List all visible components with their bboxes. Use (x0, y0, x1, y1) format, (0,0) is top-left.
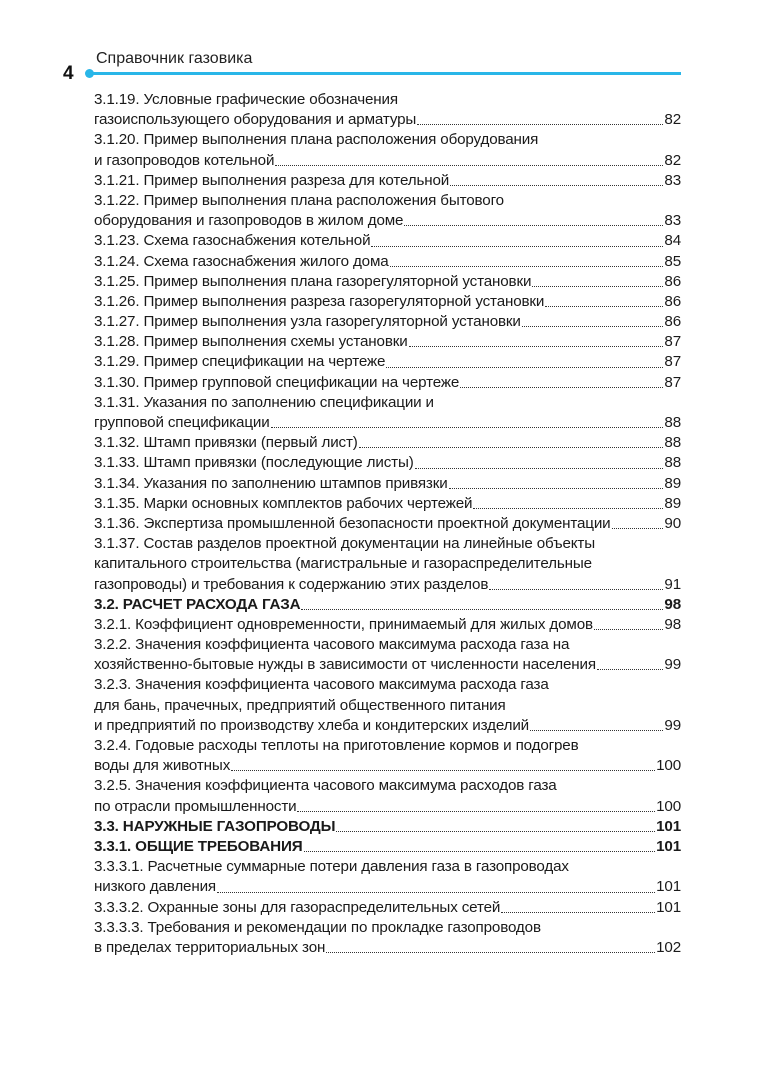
toc-entry-line (94, 675, 681, 695)
toc-entry[interactable] (94, 474, 681, 494)
toc-dot-leader (417, 110, 663, 130)
toc-entry-line (94, 837, 681, 857)
toc-dot-leader (275, 151, 663, 171)
toc-entry[interactable] (94, 231, 681, 251)
toc-entry-line (94, 776, 681, 796)
toc-entry-line (94, 635, 681, 655)
toc-dot-leader (304, 837, 656, 857)
toc-entry-line (94, 393, 681, 413)
toc-entry-line (94, 312, 681, 332)
toc-dot-leader (460, 373, 663, 393)
toc-entry-title: 3.2. РАСЧЕТ РАСХОДА ГАЗА (94, 595, 301, 613)
toc-entry-line (94, 433, 681, 453)
toc-page-number: 84 (664, 232, 681, 250)
toc-entry-line (94, 716, 681, 736)
toc-entry-line (94, 857, 681, 877)
toc-entry-line (94, 292, 681, 312)
toc-page-number: 83 (664, 212, 681, 230)
toc-entry-title: 3.1.26. Пример выполнения разреза газорегуляторной установки (94, 292, 545, 310)
toc-entry-line (94, 110, 681, 130)
toc-entry[interactable] (94, 90, 681, 130)
toc-entry[interactable] (94, 252, 681, 272)
toc-dot-leader (390, 252, 664, 272)
toc-entry-title: оборудования и газопроводов в жилом доме (94, 212, 404, 230)
toc-page-number: 88 (664, 414, 681, 431)
toc-entry-title: хозяйственно-бытовые нужды в зависимости от численности населения (94, 656, 596, 674)
toc-dot-leader (530, 716, 663, 736)
toc-page-number: 82 (664, 111, 681, 129)
toc-dot-leader (597, 655, 664, 675)
toc-entry[interactable] (94, 171, 681, 191)
toc-dot-leader (297, 797, 655, 817)
toc-entry-title: 3.1.36. Экспертиза промышленной безопасности проектной документации (94, 514, 611, 532)
toc-entry-title: 3.1.23. Схема газоснабжения котельной (94, 232, 371, 250)
toc-entry[interactable] (94, 817, 681, 837)
toc-page-number: 87 (664, 353, 681, 371)
toc-dot-leader (489, 575, 663, 595)
toc-entry-title: 3.1.37. Состав разделов проектной документации на линейные объекты (94, 535, 595, 553)
toc-page-number: 101 (656, 878, 681, 896)
toc-entry-line (94, 534, 681, 554)
toc-page-number: 99 (664, 716, 681, 734)
toc-entry[interactable] (94, 857, 681, 897)
toc-dot-leader (271, 413, 664, 433)
toc-entry-title: 3.1.34. Указания по заполнению штампов привязки (94, 474, 448, 492)
toc-entry-line (94, 171, 681, 191)
toc-page-number: 87 (664, 373, 681, 391)
toc-dot-leader (532, 272, 663, 292)
toc-entry-line (94, 817, 681, 837)
toc-entry-title: 3.1.21. Пример выполнения разреза для котельной (94, 171, 450, 189)
toc-entry[interactable] (94, 352, 681, 372)
toc-entry-line (94, 938, 681, 958)
toc-dot-leader (450, 171, 663, 191)
toc-entry-line (94, 474, 681, 494)
toc-entry[interactable] (94, 292, 681, 312)
toc-entry-title: и газопроводов котельной (94, 151, 275, 169)
toc-entry[interactable] (94, 898, 681, 918)
toc-entry-title: групповой спецификации (94, 414, 270, 431)
toc-entry[interactable] (94, 393, 681, 433)
toc-entry[interactable] (94, 332, 681, 352)
toc-page-number: 91 (664, 575, 681, 593)
toc-entry[interactable] (94, 191, 681, 231)
toc-dot-leader (409, 332, 664, 352)
toc-entry-title: 3.1.31. Указания по заполнению спецификации и (94, 393, 434, 411)
toc-entry[interactable] (94, 433, 681, 453)
toc-page-number: 89 (664, 494, 681, 512)
toc-dot-leader (404, 211, 663, 231)
toc-entry-line (94, 151, 681, 171)
toc-entry[interactable] (94, 615, 681, 635)
toc-dot-leader (326, 938, 655, 958)
toc-entry-title: 3.2.4. Годовые расходы теплоты на приготовление кормов и подогрев (94, 737, 579, 754)
toc-entry-title: капитального строительства (магистральные и газораспределительные (94, 555, 592, 573)
toc-entry-line (94, 655, 681, 675)
toc-entry-line (94, 595, 681, 615)
toc-page-number: 86 (664, 272, 681, 290)
toc-entry-title: 3.1.20. Пример выполнения плана расположения оборудования (94, 131, 539, 149)
toc-entry-title: 3.3. НАРУЖНЫЕ ГАЗОПРОВОДЫ (94, 817, 336, 835)
toc-dot-leader (371, 231, 663, 251)
toc-entry-line (94, 494, 681, 514)
toc-page-number: 99 (664, 656, 681, 674)
toc-entry-line (94, 898, 681, 918)
toc-dot-leader (449, 474, 664, 494)
toc-entry[interactable] (94, 130, 681, 170)
toc-entry-title: 3.3.3.2. Охранные зоны для газораспределительных сетей (94, 898, 501, 916)
toc-page-number: 90 (664, 514, 681, 532)
toc-entry-title: 3.1.32. Штамп привязки (первый лист) (94, 434, 358, 452)
toc-entry-title: 3.2.1. Коэффициент одновременности, принимаемый для жилых домов (94, 615, 593, 633)
toc-page-number: 83 (664, 171, 681, 189)
toc-entry-title: 3.2.5. Значения коэффициента часового максимума расходов газа (94, 777, 557, 795)
toc-page-number: 88 (664, 454, 681, 472)
toc-entry-title: 3.1.35. Марки основных комплектов рабочих чертежей (94, 494, 473, 512)
toc-entry-title: 3.1.22. Пример выполнения плана расположения бытового (94, 191, 504, 209)
toc-page-number: 86 (664, 313, 681, 331)
toc-entry-line (94, 797, 681, 817)
toc-entry-line (94, 272, 681, 292)
toc-entry-title: для бань, прачечных, предприятий общественного питания (94, 696, 506, 714)
toc-page-number: 101 (656, 837, 681, 855)
toc-entry-title: 3.2.2. Значения коэффициента часового максимума расхода газа на (94, 636, 570, 654)
toc-dot-leader (359, 433, 664, 453)
toc-entry-title: 3.1.25. Пример выполнения плана газорегуляторной установки (94, 272, 532, 290)
toc-dot-leader (386, 352, 663, 372)
toc-entry-line (94, 453, 681, 473)
toc-page-number: 87 (664, 333, 681, 351)
toc-page-number: 100 (656, 757, 681, 775)
toc-entry[interactable] (94, 534, 681, 595)
toc-page-number: 98 (664, 615, 681, 633)
toc-entry-title: 3.1.30. Пример групповой спецификации на чертеже (94, 373, 460, 391)
toc-entry-title: газопроводы) и требования к содержанию этих разделов (94, 575, 489, 593)
toc-dot-leader (545, 292, 663, 312)
toc-entry-title: воды для животных (94, 757, 231, 775)
toc-entry[interactable] (94, 453, 681, 473)
toc-page-number: 100 (656, 797, 681, 815)
toc-entry-title: 3.3.3.3. Требования и рекомендации по прокладке газопроводов (94, 918, 541, 936)
toc-entry-title: 3.1.27. Пример выполнения узла газорегуляторной установки (94, 313, 521, 331)
toc-page-number: 85 (664, 252, 681, 270)
toc-dot-leader (473, 494, 663, 514)
toc-dot-leader (336, 817, 655, 837)
toc-page-number: 82 (664, 151, 681, 169)
toc-page-number: 88 (664, 434, 681, 452)
toc-entry-line (94, 130, 681, 150)
toc-entry-line (94, 736, 681, 756)
toc-entry-line (94, 514, 681, 534)
toc-entry-line (94, 575, 681, 595)
toc-page-number: 86 (664, 292, 681, 310)
toc-entry[interactable] (94, 736, 681, 776)
header-rule-line (89, 72, 681, 75)
running-title: Справочник газовика (96, 50, 253, 67)
toc-page-number: 101 (656, 817, 681, 835)
toc-dot-leader (612, 514, 664, 534)
toc-page-number: 89 (664, 474, 681, 492)
toc-entry-line (94, 918, 681, 938)
toc-entry-line (94, 877, 681, 897)
toc-entry[interactable] (94, 675, 681, 736)
toc-entry-title: 3.1.19. Условные графические обозначения (94, 91, 398, 108)
toc-dot-leader (594, 615, 663, 635)
toc-entry-title: газоиспользующего оборудования и арматуры (94, 111, 417, 129)
toc-entry-line (94, 615, 681, 635)
toc-entry-title: 3.1.24. Схема газоснабжения жилого дома (94, 252, 389, 270)
toc-dot-leader (522, 312, 664, 332)
toc-dot-leader (231, 756, 655, 776)
toc-entry[interactable] (94, 595, 681, 615)
toc-page-number: 102 (656, 938, 681, 956)
toc-dot-leader (415, 453, 664, 473)
toc-entry[interactable] (94, 312, 681, 332)
toc-dot-leader (301, 595, 663, 615)
toc-entry-title: 3.3.3.1. Расчетные суммарные потери давления газа в газопроводах (94, 858, 569, 876)
page-header (0, 0, 761, 90)
toc-entry-line (94, 191, 681, 211)
table-of-contents (94, 90, 681, 958)
toc-entry-line (94, 90, 681, 110)
toc-entry-title: 3.2.3. Значения коэффициента часового максимума расхода газа (94, 676, 549, 694)
toc-entry-line (94, 554, 681, 574)
toc-entry[interactable] (94, 837, 681, 857)
toc-entry-title: по отрасли промышленности (94, 797, 297, 815)
page-number: 4 (63, 63, 74, 84)
toc-entry-line (94, 756, 681, 776)
toc-entry[interactable] (94, 635, 681, 675)
toc-entry-line (94, 332, 681, 352)
toc-entry-title: низкого давления (94, 878, 216, 896)
toc-entry-line (94, 352, 681, 372)
toc-entry-title: 3.1.29. Пример спецификации на чертеже (94, 353, 386, 371)
toc-entry[interactable] (94, 776, 681, 816)
toc-entry[interactable] (94, 272, 681, 292)
toc-entry-line (94, 231, 681, 251)
toc-entry-title: 3.1.33. Штамп привязки (последующие листы) (94, 454, 414, 472)
toc-dot-leader (501, 898, 655, 918)
toc-page-number: 98 (664, 595, 681, 613)
toc-entry-line (94, 413, 681, 433)
toc-entry[interactable] (94, 514, 681, 534)
toc-entry-line (94, 252, 681, 272)
toc-entry-line (94, 696, 681, 716)
toc-entry-title: в пределах территориальных зон (94, 938, 326, 956)
toc-entry[interactable] (94, 918, 681, 958)
toc-entry-line (94, 211, 681, 231)
toc-entry-title: 3.1.28. Пример выполнения схемы установки (94, 333, 408, 351)
toc-entry-title: и предприятий по производству хлеба и кондитерских изделий (94, 716, 529, 734)
toc-entry[interactable] (94, 494, 681, 514)
toc-entry[interactable] (94, 373, 681, 393)
toc-dot-leader (217, 877, 655, 897)
toc-entry-line (94, 373, 681, 393)
toc-page-number: 101 (656, 898, 681, 916)
toc-entry-title: 3.3.1. ОБЩИЕ ТРЕБОВАНИЯ (94, 837, 303, 855)
